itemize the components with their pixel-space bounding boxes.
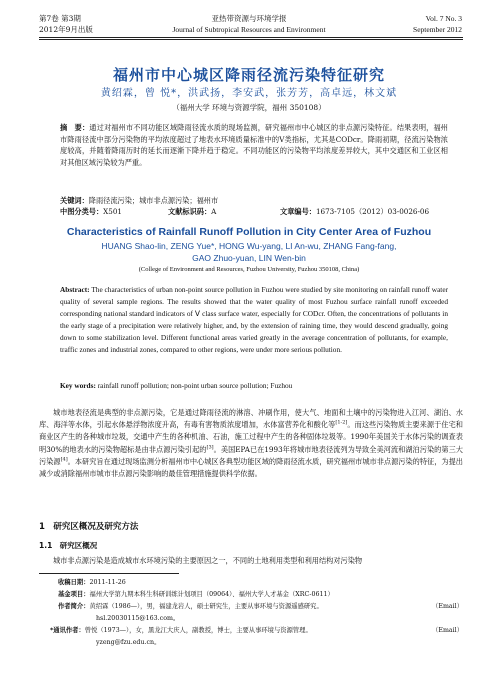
keywords-en-label: Key words: [60, 381, 96, 390]
affiliation-cn: （福州大学 环境与资源学院，福州 350108） [172, 103, 326, 112]
keywords-en-text: rainfall runoff pollution; non-point urban source pollution; Fuzhou [97, 381, 293, 390]
fund-value: 福州大学第九期本科生科研训练计划项目（09064）、福州大学人才基金（XRC-0611） [89, 591, 334, 598]
abstract-cn-label: 摘 要： [60, 123, 90, 132]
header-date-cn: 2012年9月出版 [39, 25, 93, 34]
author-value: 黄绍霖（1986—），男，福建龙岩人，硕士研究生，主要从事环境与资源遥感研究。 [89, 603, 323, 610]
fund-label: 基金项目： [58, 591, 90, 598]
citation-3: [3] [206, 444, 214, 451]
authors-cn: 黄绍霖，曾 悦*，洪武扬，李安武，张芳芳，高卓远，林文斌 [100, 88, 398, 99]
paper-title-cn: 福州市中心城区降雨径流污染特征研究 [112, 66, 385, 84]
header-journal-cn: 亚热带资源与环境学报 [211, 14, 287, 23]
keywords-cn-label: 关键词： [60, 196, 89, 205]
paper-title-en: Characteristics of Rainfall Runoff Pollution in City Center Area of Fuzhou [66, 226, 432, 238]
intro-text-2: 。而这些污染物质主要来源于住宅和商业区产生的各种城市垃圾，交通中产生的各种机油、石油，施工过程中产生的各种固体垃圾等。1990年美国关于水体污染的调查表明30%的地表水的污染物超标是由非点源污染引起的 [39, 420, 463, 454]
footnote-received [58, 578, 463, 589]
intro-text-3: 。美国EPA已在1993年将城市地表径流列为导致全美河流和湖泊污染的第三大污染源 [39, 444, 463, 466]
abstract-cn [60, 122, 448, 168]
article-label: 文章编号： [280, 207, 316, 216]
authors-en-line1: HUANG Shao-lin, ZENG Yue*, HONG Wu-yang, LI An-wu, ZHANG Fang-fang, [101, 241, 397, 251]
article-number [280, 206, 429, 218]
header-rule [39, 37, 463, 38]
received-value: 2011-11-26 [89, 579, 126, 586]
clc-label: 中图分类号： [60, 207, 104, 216]
intro-text-4: 。本研究旨在通过现场监测分析福州市中心城区各典型功能区域的降雨径流水质，研究福州市城市非点源污染的特征，为提出减少或消除福州市城市非点源污染影响的最佳管理措施提供科学依据。 [39, 456, 463, 479]
header-journal-en: Journal of Subtropical Resources and Environment [172, 25, 326, 34]
section-heading-1: 1 研究区概况及研究方法 [39, 522, 139, 532]
footnote-corresponding [50, 626, 463, 637]
intro-text-1: 城市地表径流是典型的非点源污染，它是通过降雨径流的淋溶、冲刷作用，使大气、地面和土壤中的污染物进入江河、湖泊、水库、海洋等水体，引起水体悬浮物浓度升高，有毒有害物质浓度增加，水体富营养化和酸化等 [39, 408, 463, 430]
abstract-cn-text: 通过对福州市不同功能区域降雨径流水质的现场监测，研究福州市中心城区的非点源污染特征。结果表明，福州市降雨径流中部分污染物的平均浓度超过了地表水环境质量标准中的Ⅴ类指标，尤其是CODcr。降雨初期，径流污染物浓度较高，并随着降雨历时的延长而逐渐下降并趋于稳定。不同功能区的污染物平均浓度差异较大，其中交通区和工业区相对其他区域污染较为严重。 [60, 123, 448, 167]
header-volume: 第7卷 第3期 [39, 14, 81, 23]
footnote-fund [58, 590, 463, 601]
author-label: 作者简介： [58, 603, 90, 610]
citation-4: [4] [60, 456, 68, 463]
authors-en-line2: GAO Zhuo-yuan, LIN Wen-bin [192, 253, 306, 263]
doc-value: A [211, 207, 217, 216]
corr-label: *通讯作者： [50, 627, 85, 634]
footnote-author [58, 602, 463, 613]
header-vol-no: Vol. 7 No. 3 [425, 14, 462, 23]
header-rule-second [39, 39, 463, 40]
article-value: 1673-7105（2012）03-0026-06 [315, 207, 430, 216]
keywords-cn-text: 降雨径流污染；城市非点源污染；福州市 [88, 196, 219, 205]
abstract-en [60, 284, 448, 356]
citation-1-2: [1-2] [335, 419, 348, 426]
received-label: 收稿日期： [58, 579, 90, 586]
abstract-en-label: Abstract: [60, 285, 90, 294]
affiliation-en: (College of Environment and Resources, Fuzhou University, Fuzhou 350108, China) [138, 266, 360, 273]
doc-code [168, 206, 216, 218]
header-date-en: September 2012 [413, 25, 462, 34]
corr-value: 曾悦（1973—），女，黑龙江大庆人，副教授，博士，主要从事环境与资源管理。 [84, 627, 312, 634]
keywords-en [60, 380, 448, 392]
abstract-en-text: The characteristics of urban non-point source pollution in Fuzhou were studied by site monitoring on rainfall runoff water quality of several sample regions. The results showed that the water quality of most Fuzhou surface rainfall runoff exceeded corresponding national standard indicators of Ⅴ class surface water, especially for CODcr. Often, the concentrations of pollutants in the early stage of a precipitation were relatively higher, and, by the extension of raining time, they would descend gradually, going down to some stabilization level. Different functional areas varied greatly in the average concentration of pollutants, for example, traffic zones and industrial zones, compared to other regions, were under more serious pollution. [60, 285, 448, 354]
clc-number [60, 206, 122, 218]
footnote-rule [39, 573, 179, 574]
section-heading-1-1: 1.1 研究区概况 [39, 541, 98, 550]
intro-paragraph [39, 407, 463, 480]
author-email-tag: （Email） [432, 603, 463, 610]
section-1-1-text: 城市非点源污染是造成城市水环境污染的主要原因之一，不同的土地利用类型和利用结构对污染物 [53, 556, 363, 565]
corr-email-tag: （Email） [432, 627, 463, 634]
corr-email: yzeng@fzu.edu.cn。 [96, 639, 161, 646]
clc-value: X501 [103, 207, 122, 216]
keywords-cn [60, 195, 448, 207]
author-email: hsl.20030115@163.com。 [96, 615, 180, 622]
doc-label: 文献标识码： [168, 207, 212, 216]
